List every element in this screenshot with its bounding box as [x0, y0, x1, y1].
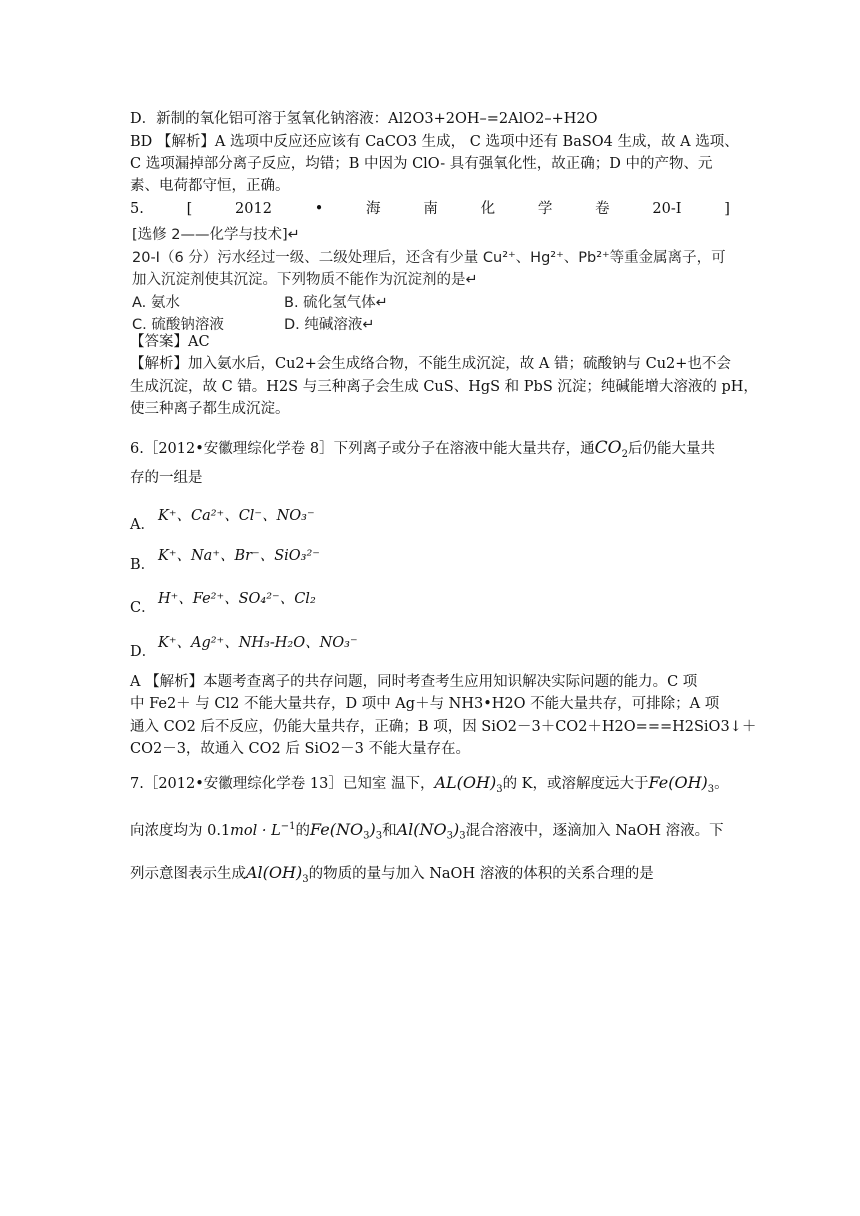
q6-analysis: A 【解析】本题考查离子的共存问题，同时考查考生应用知识解决实际问题的能力。C 项 [130, 674, 698, 690]
q6-analysis: 通入 CO2 后不反应，仍能大量共存，正确；B 项，因 SiO2－3＋CO2＋H2O===H2SiO3↓＋ [130, 719, 757, 735]
q5-option-b: B. 硫化氢气体↵ [284, 295, 388, 311]
q7-stem [130, 772, 750, 801]
q7-text: 的 [295, 822, 310, 839]
q7-stem [130, 816, 750, 848]
q5-header-part: [ [186, 201, 193, 217]
option-label: A． [130, 517, 155, 533]
analysis-line: 素、电荷都守恒，正确。 [130, 178, 290, 194]
q6-stem: 存的一组是 [130, 470, 203, 486]
q5-header-part: 2012 [235, 201, 272, 217]
q7-text: 的 K，或溶解度远大于 [502, 776, 649, 792]
option-label: C． [130, 600, 156, 616]
q7-text: 混合溶液中，逐滴加入 NaOH 溶液。下 [465, 822, 724, 839]
q5-analysis: 【解析】加入氨水后，Cu2+会生成络合物，不能生成沉淀，故 A 错；硫酸钠与 Cu2+也不会 [130, 356, 731, 372]
q5-header [130, 198, 730, 220]
option-label: D． [130, 644, 157, 660]
q5-option-a: A. 氨水 [132, 295, 180, 311]
subscript: 3 [496, 783, 503, 795]
formula-paren: ) [369, 819, 376, 839]
q5-img-question: 加入沉淀剂使其沉淀。下列物质不能作为沉淀剂的是↵ [132, 272, 478, 288]
q5-img-header: [选修 2——化学与技术]↵ [132, 227, 300, 243]
option-formula: H⁺、Fe²⁺、SO₄²⁻、Cl₂ [158, 591, 316, 607]
q6-analysis: CO2－3，故通入 CO2 后 SiO2－3 不能大量存在。 [130, 741, 470, 757]
q7-text: 向浓度均为 0.1 [130, 822, 231, 839]
q7-text: 。 [714, 776, 729, 792]
q6-option-a [130, 505, 730, 533]
subscript: 3 [302, 873, 309, 885]
unit-mol-per-l: mol · L [230, 822, 281, 839]
subscript: 3 [363, 830, 370, 842]
q5-img-question: 20-I（6 分）污水经过一级、二级处理后，还含有少量 Cu²⁺、Hg²⁺、Pb²⁺等重金属离子，可 [132, 250, 726, 266]
q5-header-part: 南 [423, 201, 438, 217]
option-formula: K⁺、Ca²⁺、Cl⁻、NO₃⁻ [158, 508, 315, 524]
analysis-line: BD 【解析】A 选项中反应还应该有 CaCO3 生成， C 选项中还有 BaSO4 生成，故 A 选项、 [130, 134, 739, 150]
q5-header-part: 化 [480, 201, 496, 217]
q5-header-part: 海 [366, 201, 381, 217]
q7-stem [130, 862, 730, 891]
option-label: B． [130, 557, 156, 573]
q7-text: 列示意图表示生成 [130, 866, 246, 882]
subscript: 3 [446, 830, 453, 842]
q5-answer: 【答案】AC [130, 334, 210, 350]
subscript: 3 [459, 830, 466, 842]
q7-text: 7.［2012•安徽理综化学卷 13］已知室 温下， [130, 776, 435, 792]
option-d-line: D．新制的氧化铝可溶于氢氧化钠溶液：Al2O3+2OH–=2AlO2–+H2O [130, 111, 598, 127]
q5-header-part: ] [724, 201, 730, 217]
al-no3-3-formula: Al(NO [396, 819, 447, 839]
q5-header-part: 学 [537, 201, 553, 217]
fe-oh3-formula: Fe(OH) [648, 773, 708, 792]
co2-subscript: 2 [621, 448, 628, 460]
co2-formula: CO [594, 438, 622, 458]
q7-text: 的物质的量与加入 NaOH 溶液的体积的关系合理的是 [308, 866, 654, 882]
subscript: 3 [707, 783, 715, 795]
q5-header-part: 5. [130, 201, 144, 217]
q5-embedded-image [128, 223, 748, 337]
q5-option-c: C. 硫酸钠溶液 [132, 317, 224, 333]
q7-text: 和 [382, 822, 397, 839]
q5-header-part: 20-I [652, 201, 682, 217]
q6-stem-text: 6.［2012•安徽理综化学卷 8］下列离子或分子在溶液中能大量共存，通 [130, 441, 595, 457]
q6-analysis: 中 Fe2＋ 与 Cl2 不能大量共存，D 项中 Ag＋与 NH3•H2O 不能大量共存，可排除；A 项 [130, 696, 720, 712]
q5-option-d: D. 纯碱溶液↵ [284, 317, 375, 333]
q6-option-d [130, 632, 730, 660]
superscript: −1 [280, 821, 296, 832]
option-formula: K⁺、Na⁺、Br⁻、SiO₃²⁻ [158, 548, 320, 564]
q6-stem-text: 后仍能大量共 [627, 441, 715, 457]
q5-header-part: • [314, 201, 324, 217]
fe-no3-3-formula: Fe(NO [310, 819, 364, 839]
q6-stem [130, 437, 730, 466]
al-oh3-formula: AL(OH) [434, 773, 497, 792]
q6-option-c [130, 588, 730, 616]
formula-paren: ) [452, 819, 460, 839]
q5-header-part: 卷 [595, 201, 610, 217]
q5-analysis: 生成沉淀，故 C 错。H2S 与三种离子会生成 CuS、HgS 和 PbS 沉淀；纯碱能增大溶液的 pH， [130, 379, 758, 395]
q6-option-b [130, 545, 730, 573]
option-formula: K⁺、Ag²⁺、NH₃-H₂O、NO₃⁻ [158, 635, 358, 651]
al-oh3-formula: Al(OH) [246, 863, 303, 882]
subscript: 3 [375, 830, 383, 842]
q5-analysis: 使三种离子都生成沉淀。 [130, 401, 290, 417]
analysis-line: C 选项漏掉部分离子反应，均错；B 中因为 ClO- 具有强氧化性，故正确；D 中的产物、元 [130, 156, 713, 172]
